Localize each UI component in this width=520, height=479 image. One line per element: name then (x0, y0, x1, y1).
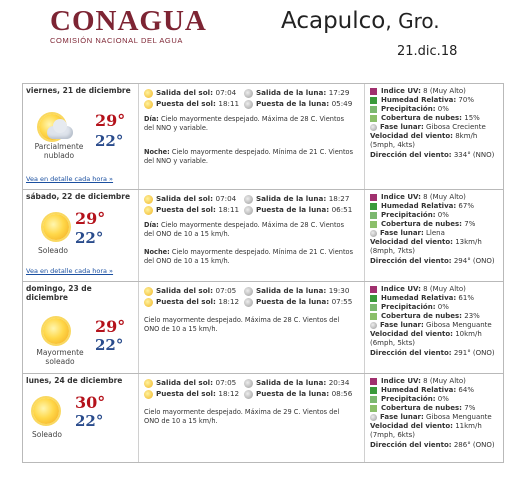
moonrise: Salida de la luna: 19:30 (244, 286, 349, 296)
moon-phase-icon (370, 124, 377, 131)
precipitation: Precipitación: 0% (370, 211, 449, 220)
day-summary (23, 374, 139, 462)
humidity-icon (370, 97, 377, 104)
max-temp: 30° (75, 393, 106, 412)
wind-direction: Dirección del viento: 286° (ONO) (370, 441, 495, 449)
humidity-icon (370, 387, 377, 394)
max-temp: 29° (95, 317, 126, 336)
precipitation-icon (370, 106, 377, 113)
moon-phase: Fase lunar: Gibosa Creciente (370, 123, 486, 132)
moon-phase-icon (370, 322, 377, 329)
day-forecast-text: Día: Cielo mayormente despejado. Máxima de 28 C. Vientos del NNO y variable. (144, 115, 345, 132)
moon-icon (244, 379, 253, 388)
conagua-logo (50, 6, 207, 45)
wind-speed-alt: (7mph, 6kts) (370, 431, 415, 439)
wind-speed: Velocidad del viento: 11km/h (370, 422, 482, 430)
sun-icon (144, 100, 153, 109)
sun-icon (144, 195, 153, 204)
astro-and-text (140, 282, 365, 373)
cloud-icon (370, 115, 377, 122)
wind-speed-alt: (8mph, 7kts) (370, 247, 415, 255)
logo-title: CONAGUA (50, 5, 207, 37)
sun-icon (144, 390, 153, 399)
city-title (281, 8, 440, 34)
humidity: Humedad Relativa: 61% (370, 294, 474, 303)
precipitation-icon (370, 212, 377, 219)
weather-details (366, 190, 503, 281)
moon-icon (244, 195, 253, 204)
uv-icon (370, 286, 377, 293)
moonset: Puesta de la luna: 06:51 (244, 205, 352, 215)
uv-index: Indice UV: 8 (Muy Alto) (370, 285, 466, 294)
forecast-table (22, 83, 504, 463)
state-name: , Gro. (385, 9, 440, 33)
sunrise: Salida del sol: 07:05 (144, 378, 236, 388)
condition-text: Parcialmente nublado (34, 142, 84, 160)
wind-direction: Dirección del viento: 291° (ONO) (370, 349, 495, 357)
sun-icon (144, 287, 153, 296)
day-name: viernes, 21 de diciembre (26, 86, 131, 95)
uv-icon (370, 378, 377, 385)
uv-index: Indice UV: 8 (Muy Alto) (370, 87, 466, 96)
precipitation-icon (370, 396, 377, 403)
sun-icon (144, 89, 153, 98)
min-temp: 22° (95, 132, 124, 150)
hourly-detail-link[interactable]: Vea en detalle cada hora » (26, 175, 114, 183)
day-summary (23, 84, 139, 189)
sunrise: Salida del sol: 07:05 (144, 286, 236, 296)
uv-index: Indice UV: 8 (Muy Alto) (370, 377, 466, 386)
wind-speed-alt: (6mph, 5kts) (370, 339, 415, 347)
cloud-icon (370, 405, 377, 412)
city-name: Acapulco (281, 8, 386, 34)
moonset: Puesta de la luna: 07:55 (244, 297, 352, 307)
moon-phase: Fase lunar: Gibosa Menguante (370, 321, 492, 330)
weather-details (366, 374, 503, 462)
cloud-cover: Cobertura de nubes: 7% (370, 404, 475, 413)
moonrise: Salida de la luna: 17:29 (244, 88, 349, 98)
uv-icon (370, 88, 377, 95)
weather-details (366, 84, 503, 189)
condition-text: Soleado (38, 246, 68, 255)
day-summary (23, 282, 139, 373)
wind-speed-alt: (5mph, 4kts) (370, 141, 415, 149)
max-temp: 29° (95, 111, 126, 130)
forecast-date: 21.dic.18 (397, 44, 458, 59)
precipitation: Precipitación: 0% (370, 303, 449, 312)
wind-speed: Velocidad del viento: 8km/h (370, 132, 478, 140)
moon-icon (244, 206, 253, 215)
sunset: Puesta del sol: 18:12 (144, 389, 239, 399)
condition-text: Soleado (32, 430, 62, 439)
condition-text: Mayormente soleado (36, 348, 84, 366)
moon-icon (244, 390, 253, 399)
humidity-icon (370, 295, 377, 302)
humidity: Humedad Relativa: 67% (370, 202, 474, 211)
moonrise: Salida de la luna: 20:34 (244, 378, 349, 388)
moon-phase-icon (370, 414, 377, 421)
cloud-cover: Cobertura de nubes: 7% (370, 220, 475, 229)
min-temp: 22° (95, 336, 124, 354)
wind-speed: Velocidad del viento: 13km/h (370, 238, 482, 246)
day-name: lunes, 24 de diciembre (26, 376, 123, 385)
weather-details (366, 282, 503, 373)
night-forecast-text: Noche: Cielo mayormente despejado. Mínima de 21 C. Vientos del ONO de 10 a 15 km/h. (144, 248, 354, 265)
precipitation-icon (370, 304, 377, 311)
min-temp: 22° (75, 229, 104, 247)
sunset: Puesta del sol: 18:11 (144, 205, 239, 215)
wind-speed: Velocidad del viento: 10km/h (370, 330, 482, 338)
sun-icon (144, 206, 153, 215)
cloud-cover: Cobertura de nubes: 15% (370, 114, 480, 123)
sunrise: Salida del sol: 07:04 (144, 88, 236, 98)
sunny-icon (33, 398, 59, 424)
astro-and-text (140, 84, 365, 189)
sunny-icon (43, 318, 69, 344)
forecast-row (23, 282, 503, 374)
precipitation: Precipitación: 0% (370, 105, 449, 114)
moon-icon (244, 287, 253, 296)
uv-icon (370, 194, 377, 201)
moon-icon (244, 100, 253, 109)
day-forecast-text: Cielo mayormente despejado. Máxima de 28 C. Vientos del ONO de 10 a 15 km/h. (144, 316, 340, 333)
cloud-icon (370, 313, 377, 320)
cloud-icon (370, 221, 377, 228)
sun-icon (144, 379, 153, 388)
forecast-row (23, 374, 503, 462)
humidity-icon (370, 203, 377, 210)
hourly-detail-link[interactable]: Vea en detalle cada hora » (26, 267, 114, 275)
moon-phase-icon (370, 230, 377, 237)
moon-phase: Fase lunar: Gibosa Menguante (370, 413, 492, 422)
sunrise: Salida del sol: 07:04 (144, 194, 236, 204)
wind-direction: Dirección del viento: 294° (ONO) (370, 257, 495, 265)
moonrise: Salida de la luna: 18:27 (244, 194, 349, 204)
day-forecast-text: Día: Cielo mayormente despejado. Máxima de 28 C. Vientos del ONO de 10 a 15 km/h. (144, 221, 345, 238)
moon-icon (244, 89, 253, 98)
logo-subtitle: COMISIÓN NACIONAL DEL AGUA (50, 36, 183, 45)
day-name: sábado, 22 de diciembre (26, 192, 131, 201)
astro-and-text (140, 190, 365, 281)
day-summary (23, 190, 139, 281)
humidity: Humedad Relativa: 64% (370, 386, 474, 395)
sunny-icon (43, 214, 69, 240)
moonset: Puesta de la luna: 05:49 (244, 99, 352, 109)
sunset: Puesta del sol: 18:11 (144, 99, 239, 109)
uv-index: Indice UV: 8 (Muy Alto) (370, 193, 466, 202)
day-forecast-text: Cielo mayormente despejado. Máxima de 29 C. Vientos del ONO de 10 a 15 km/h. (144, 408, 340, 425)
moonset: Puesta de la luna: 08:56 (244, 389, 352, 399)
moon-phase: Fase lunar: Llena (370, 229, 445, 238)
sunset: Puesta del sol: 18:12 (144, 297, 239, 307)
moon-icon (244, 298, 253, 307)
day-name: domingo, 23 de diciembre (26, 284, 92, 302)
forecast-row (23, 84, 503, 190)
sun-icon (144, 298, 153, 307)
humidity: Humedad Relativa: 70% (370, 96, 474, 105)
astro-and-text (140, 374, 365, 462)
night-forecast-text: Noche: Cielo mayormente despejado. Mínima de 21 C. Vientos del NNO y variable. (144, 148, 354, 165)
wind-direction: Dirección del viento: 334° (NNO) (370, 151, 495, 159)
precipitation: Precipitación: 0% (370, 395, 449, 404)
forecast-row (23, 190, 503, 282)
min-temp: 22° (75, 412, 104, 430)
cloud-cover: Cobertura de nubes: 23% (370, 312, 480, 321)
max-temp: 29° (75, 209, 106, 228)
